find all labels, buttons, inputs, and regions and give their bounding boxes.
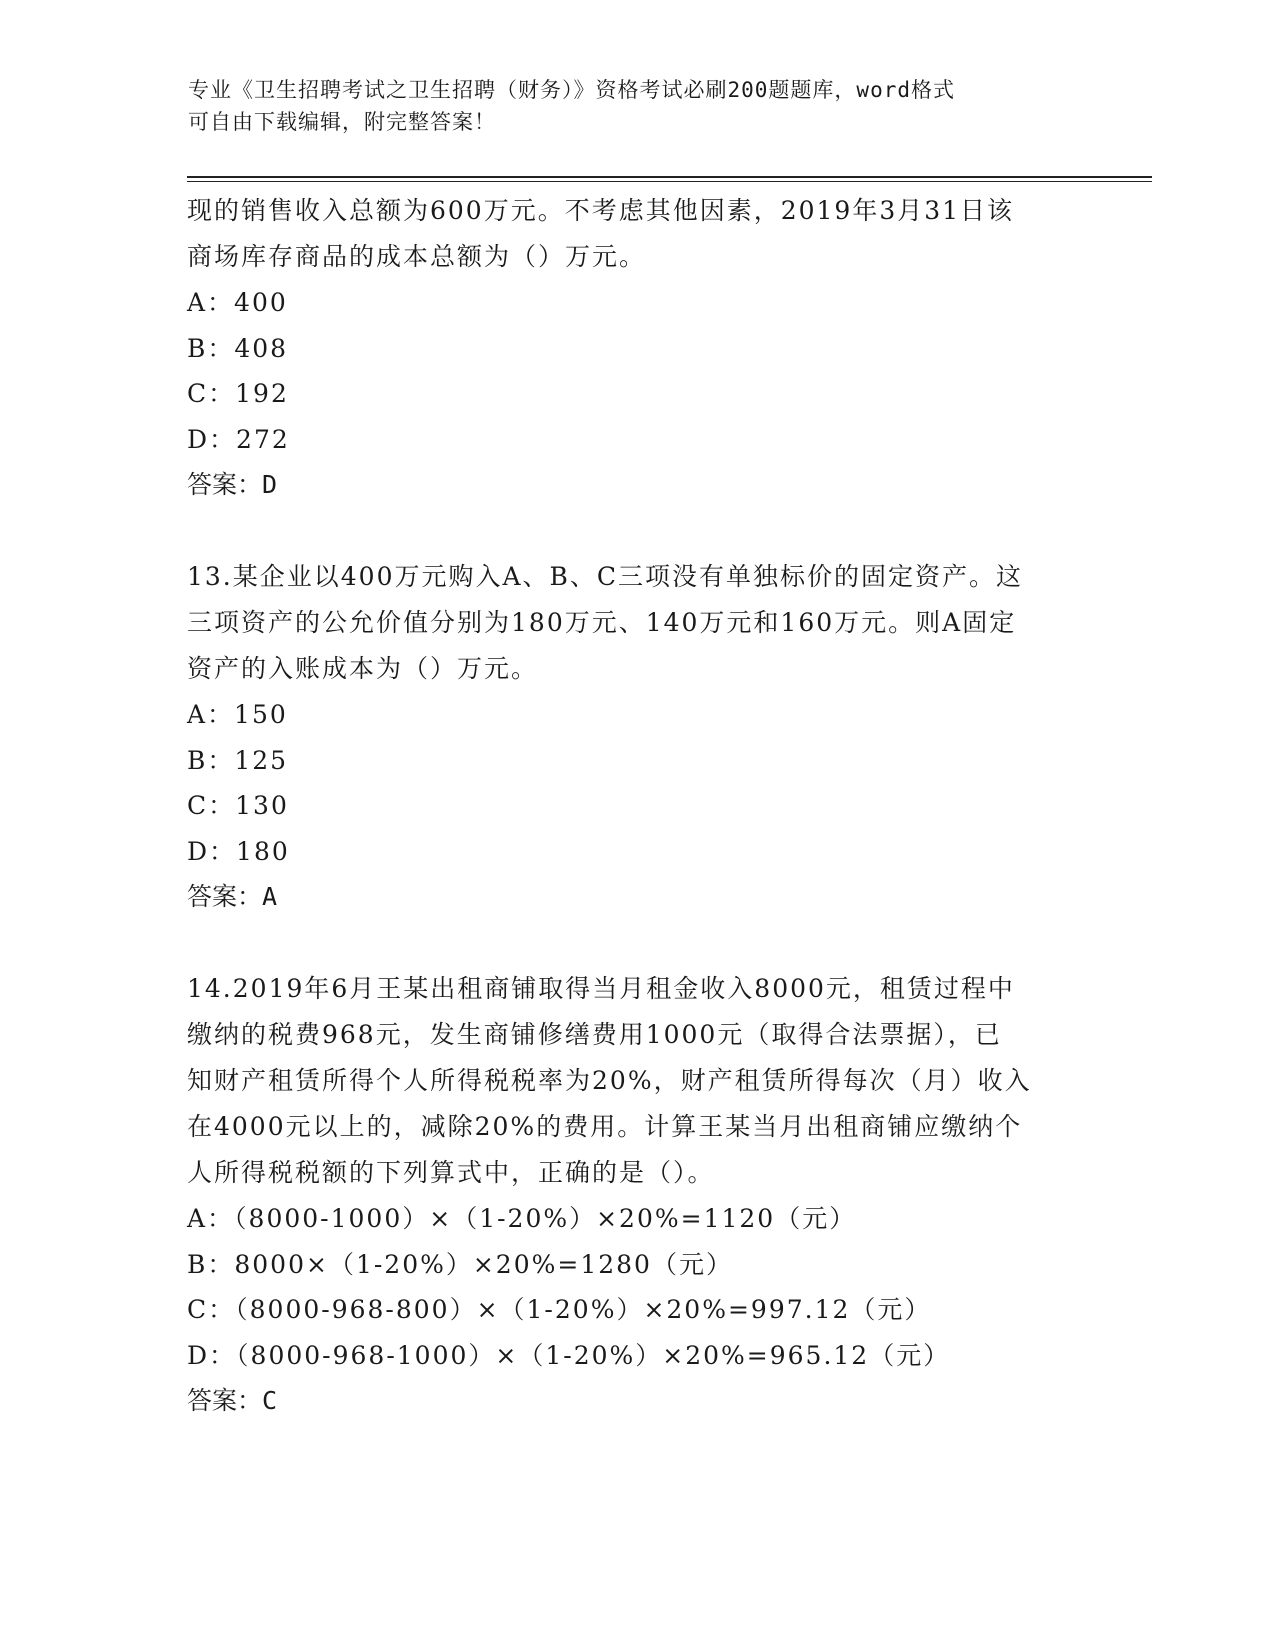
answer-line: 答案：A [187, 882, 278, 911]
question-stem-line: 在4000元以上的，减除20%的费用。计算王某当月出租商铺应缴纳个 [187, 1112, 1023, 1141]
question-stem-line: 缴纳的税费968元，发生商铺修缮费用1000元（取得合法票据），已 [187, 1020, 1002, 1049]
question-stem-line: 13.某企业以400万元购入A、B、C三项没有单独标价的固定资产。这 [187, 562, 1024, 591]
option-c: C：130 [187, 791, 289, 820]
question-13 [187, 554, 1087, 920]
option-a: A：150 [187, 700, 288, 729]
header-line-2: 可自由下载编辑，附完整答案！ [188, 110, 496, 134]
question-stem-line: 人所得税税额的下列算式中，正确的是（）。 [187, 1158, 715, 1187]
question-stem-line: 知财产租赁所得个人所得税税率为20%，财产租赁所得每次（月）收入 [187, 1066, 1032, 1095]
option-d: D：（8000-968-1000）×（1-20%）×20%=965.12（元） [187, 1340, 951, 1370]
option-b: B：8000×（1-20%）×20%=1280（元） [187, 1249, 733, 1279]
question-stem-line: 三项资产的公允价值分别为180万元、140万元和160万元。则A固定 [187, 608, 1017, 637]
header-divider [187, 176, 1152, 182]
question-stem-line: 现的销售收入总额为600万元。不考虑其他因素，2019年3月31日该 [187, 196, 1015, 225]
question-stem-line: 资产的入账成本为（）万元。 [187, 654, 539, 683]
option-b: B：125 [187, 745, 289, 775]
question-stem-line: 14.2019年6月王某出租商铺取得当月租金收入8000元，租赁过程中 [187, 974, 1015, 1003]
question-12-continued [187, 188, 1087, 508]
option-c: C：（8000-968-800）×（1-20%）×20%=997.12（元） [187, 1295, 932, 1324]
question-list [187, 188, 1087, 1424]
option-b: B：408 [187, 333, 289, 363]
option-c: C：192 [187, 379, 289, 408]
option-d: D：180 [187, 836, 290, 866]
document-header [188, 74, 1088, 138]
answer-line: 答案：D [187, 470, 278, 499]
question-14 [187, 966, 1087, 1424]
option-d: D：272 [187, 424, 290, 454]
option-a: A：400 [187, 288, 288, 317]
question-stem-line: 商场库存商品的成本总额为（）万元。 [187, 242, 647, 271]
header-line-1: 专业《卫生招聘考试之卫生招聘（财务）》资格考试必刷200题题库，word格式 [188, 78, 955, 102]
option-a: A：（8000-1000）×（1-20%）×20%=1120（元） [187, 1204, 857, 1233]
answer-line: 答案：C [187, 1386, 278, 1415]
